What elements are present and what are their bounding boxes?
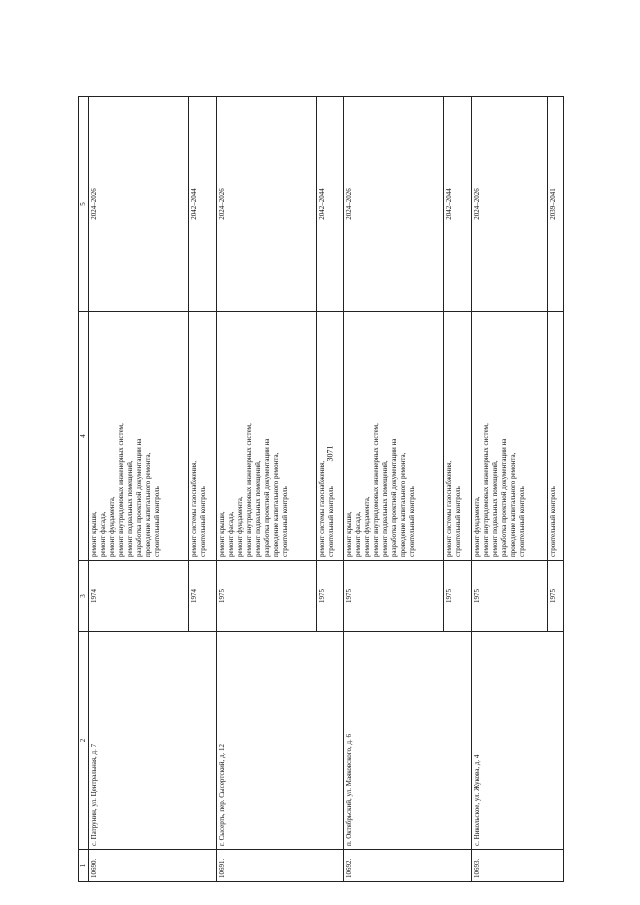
work-item: ремонт фасада, (226, 511, 235, 557)
work-item: разработка проектной документации на (135, 438, 143, 557)
header-col-4: 4 (79, 312, 89, 561)
work-item: ремонт фундамента, (108, 496, 116, 557)
works-list (188, 312, 216, 561)
build-year: 1975 (444, 561, 472, 632)
work-item: строительный контроль (548, 486, 557, 557)
work-item: ремонт системы газоснабжения, (317, 460, 326, 557)
header-row (79, 97, 89, 882)
work-item: ремонт крыши, (90, 511, 98, 557)
table-row (472, 97, 548, 882)
works-list (216, 312, 316, 561)
record-number: 10691. (216, 850, 344, 882)
record-address: с. Никольское, ул. Жукова, д. 4 (472, 632, 564, 850)
record-number: 10693. (472, 850, 564, 882)
work-item: ремонт внутридомовых инженерных систем, (117, 423, 125, 557)
record-address: с. Патрунин, ул. Центральная, д. 7 (89, 632, 217, 850)
repair-period: 2042–2044 (316, 97, 344, 312)
works-list (89, 312, 189, 561)
build-year: 1974 (188, 561, 216, 632)
work-item: ремонт подвальных помещений, (253, 460, 262, 557)
repair-period: 2024–2026 (89, 97, 189, 312)
repair-period: 2042–2044 (444, 97, 472, 312)
work-item: строительный контроль (454, 486, 463, 557)
work-item: разработка проектной документации на (390, 438, 399, 557)
work-item: ремонт крыши, (217, 511, 226, 557)
document-table-container (78, 122, 564, 882)
work-item: проведение капитального ремонта, (509, 452, 518, 557)
repair-period: 2039–2041 (547, 97, 563, 312)
header-col-3: 3 (79, 561, 89, 632)
work-item: строительный контроль (518, 486, 527, 557)
build-year: 1975 (216, 561, 316, 632)
record-number: 10690. (89, 850, 217, 882)
record-address: г. Сысерть, пер. Сысертский, д. 12 (216, 632, 344, 850)
work-item: строительный контроль (326, 486, 335, 557)
table-row (216, 97, 316, 882)
header-col-2: 2 (79, 632, 89, 850)
work-item: ремонт внутридомовых инженерных систем, (372, 423, 381, 557)
work-item: ремонт системы газоснабжения, (189, 460, 198, 557)
work-item: ремонт фундамента, (473, 496, 482, 557)
table-body (89, 97, 564, 882)
works-list (547, 312, 563, 561)
build-year: 1975 (316, 561, 344, 632)
work-item: ремонт подвальных помещений, (381, 460, 390, 557)
table-row (89, 97, 189, 882)
works-list (344, 312, 444, 561)
work-item: строительный контроль (280, 486, 289, 557)
record-number: 10692. (344, 850, 472, 882)
work-item: ремонт фундамента, (235, 496, 244, 557)
work-item: проведение капитального ремонта, (144, 452, 152, 557)
work-item: ремонт крыши, (345, 511, 354, 557)
build-year: 1975 (547, 561, 563, 632)
work-item: ремонт фасада, (354, 511, 363, 557)
works-list (444, 312, 472, 561)
work-item: разработка проектной документации на (500, 438, 509, 557)
work-item: проведение капитального ремонта, (399, 452, 408, 557)
work-item: ремонт внутридомовых инженерных систем, (482, 423, 491, 557)
repair-period: 2024–2026 (344, 97, 444, 312)
work-item: ремонт внутридомовых инженерных систем, (244, 423, 253, 557)
repair-period: 2042–2044 (188, 97, 216, 312)
work-item: разработка проектной документации на (262, 438, 271, 557)
works-list (472, 312, 548, 561)
work-item: проведение капитального ремонта, (271, 452, 280, 557)
header-col-1: 1 (79, 850, 89, 882)
work-item: строительный контроль (408, 486, 417, 557)
work-item: строительный контроль (198, 486, 207, 557)
table-row (344, 97, 444, 882)
work-item: строительный контроль (153, 486, 161, 557)
repair-period: 2024–2026 (472, 97, 548, 312)
header-col-5: 5 (79, 97, 89, 312)
page-number: 3071 (325, 445, 335, 462)
works-list (316, 312, 344, 561)
work-item: ремонт подвальных помещений, (491, 460, 500, 557)
work-item: ремонт системы газоснабжения, (445, 460, 454, 557)
build-year: 1974 (89, 561, 189, 632)
build-year: 1975 (344, 561, 444, 632)
build-year: 1975 (472, 561, 548, 632)
repair-schedule-table (78, 96, 564, 882)
work-item: ремонт подвальных помещений, (126, 460, 134, 557)
repair-period: 2024–2026 (216, 97, 316, 312)
record-address: п. Октябрьский, ул. Маяковского, д. 6 (344, 632, 472, 850)
work-item: ремонт фундамента, (363, 496, 372, 557)
work-item: ремонт фасада, (99, 511, 107, 557)
